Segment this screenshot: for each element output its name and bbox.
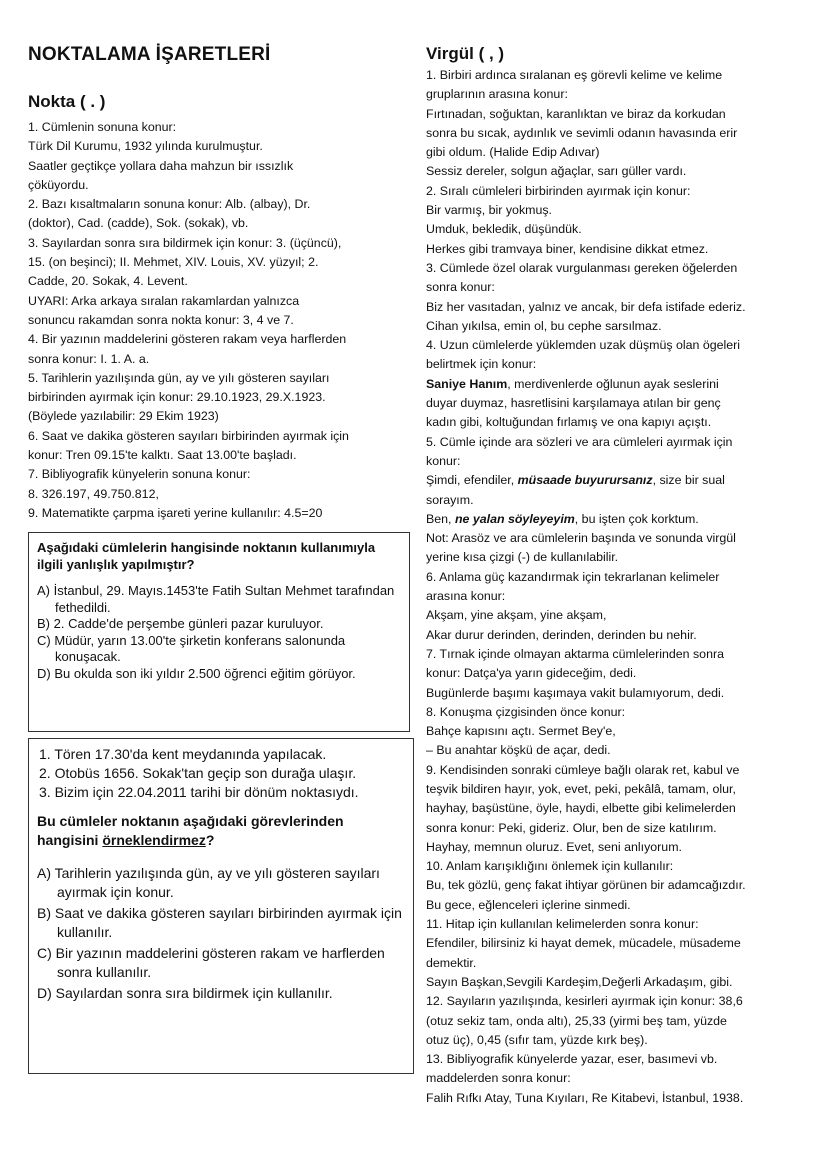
virgul-line: – Bu anahtar köşkü de açar, dedi. <box>426 743 611 758</box>
virgul-line: teşvik bildiren hayır, yok, evet, peki, pekâlâ, tamam, olur, <box>426 781 736 796</box>
virgul-line: sonra konur: Peki, gideriz. Olur, ben de size katılırım. <box>426 820 717 835</box>
quiz2-sentence: 3. Bizim için 22.04.2011 tarihi bir dönüm noktasıydı. <box>39 784 359 800</box>
quiz1-option-c: C) Müdür, yarın 13.00'te şirketin konferans salonunda konuşacak. <box>37 632 346 664</box>
quiz1-option-b: B) 2. Cadde'de perşembe günleri pazar kuruluyor. <box>37 616 324 631</box>
quiz2-option-c: C) Bir yazının maddelerini gösteren rakam ve harflerden sonra kullanılır. <box>37 945 385 980</box>
quiz2-sentence: 1. Tören 17.30'da kent meydanında yapılacak. <box>39 746 327 762</box>
virgul-line: 2. Sıralı cümleleri birbirinden ayırmak için konur: <box>426 183 691 198</box>
virgul-line: 6. Anlama güç kazandırmak için tekrarlanan kelimeler <box>426 569 720 584</box>
nokta-line: çöküyordu. <box>28 177 89 192</box>
quiz2-question-text: Bu cümleler noktanın aşağıdaki görevlerinden hangisini <box>37 813 344 848</box>
virgul-line: 5. Cümle içinde ara sözleri ve ara cümleleri ayırmak için <box>426 434 733 449</box>
quiz2-question-mark: ? <box>205 832 215 848</box>
virgul-line: Sayın Başkan,Sevgili Kardeşim,Değerli Arkadaşım, gibi. <box>426 974 733 989</box>
nokta-line: 9. Matematikte çarpma işareti yerine kullanılır: 4.5=20 <box>28 505 323 520</box>
virgul-heading: Virgül ( , ) <box>426 44 505 63</box>
virgul-line: konur: <box>426 453 461 468</box>
virgul-section <box>426 44 810 1108</box>
nokta-line: 1. Cümlenin sonuna konur: <box>28 120 177 134</box>
nokta-line: sonuncu rakamdan sonra nokta konur: 3, 4 ve 7. <box>28 312 294 327</box>
nokta-line: birbirinden ayırmak için konur: 29.10.1923, 29.X.1923. <box>28 390 326 405</box>
virgul-line: 8. Konuşma çizgisinden önce konur: <box>426 704 626 719</box>
virgul-line: 9. Kendisinden sonraki cümleye bağlı olarak ret, kabul ve <box>426 762 740 777</box>
nokta-line: 5. Tarihlerin yazılışında gün, ay ve yılı gösteren sayıları <box>28 370 330 385</box>
virgul-line: Herkes gibi tramvaya biner, kendisine dikkat etmez. <box>426 241 709 256</box>
nokta-line: 2. Bazı kısaltmaların sonuna konur: Alb. (albay), Dr. <box>28 197 311 212</box>
nokta-line: Saatler geçtikçe yollara daha mahzun bir ıssızlık <box>28 158 294 173</box>
virgul-line: konur: Datça'ya yarın gideceğim, dedi. <box>426 666 637 681</box>
virgul-line: belirtmek için konur: <box>426 357 537 372</box>
virgul-line: gruplarının arasına konur: <box>426 87 568 102</box>
virgul-lines <box>426 66 810 1108</box>
virgul-line: gibi oldum. (Halide Edip Adıvar) <box>426 145 600 160</box>
page-title: NOKTALAMA İŞARETLERİ <box>28 44 271 65</box>
virgul-line: 10. Anlam karışıklığını önlemek için kullanılır: <box>426 859 674 874</box>
nokta-line: 3. Sayılardan sonra sıra bildirmek için konur: 3. (üçüncü), <box>28 235 342 250</box>
virgul-line: Bir varmış, bir yokmuş. <box>426 203 552 218</box>
nokta-line: UYARI: Arka arkaya sıralan rakamlardan yalnızca <box>28 293 300 308</box>
ben-pre: Ben, <box>426 511 455 526</box>
quiz-box-1 <box>28 532 410 732</box>
nokta-line: 15. (on beşinci); II. Mehmet, XIV. Louis, XV. yüzyıl; 2. <box>28 255 319 270</box>
simdi-pre: Şimdi, efendiler, <box>426 473 518 488</box>
virgul-line: Fırtınadan, soğuktan, karanlıktan ve biraz da korkudan <box>426 106 726 121</box>
virgul-line: hayhay, başüstüne, öyle, haydi, elbette gibi kelimelerden <box>426 801 736 816</box>
virgul-line: Hayhay, memnun oluruz. Evet, seni anlıyorum. <box>426 839 682 854</box>
virgul-line: Cihan yıkılsa, emin ol, bu cephe sarsılmaz. <box>426 318 662 333</box>
quiz1-question: Aşağıdaki cümlelerin hangisinde noktanın kullanımıyla ilgili yanlışlık yapılmıştır? <box>37 540 376 572</box>
nokta-line: sonra konur: I. 1. A. a. <box>28 351 150 366</box>
virgul-line-saniye <box>426 375 810 394</box>
virgul-line: Akar durur derinden, derinden, derinden bu nehir. <box>426 627 697 642</box>
virgul-line: Not: Arasöz ve ara cümlelerin başında ve sonunda virgül <box>426 531 736 546</box>
virgul-line: sorayım. <box>426 492 474 507</box>
virgul-line: otuz üç), 0,45 (sıfır tam, yüzde kırk beş). <box>426 1032 648 1047</box>
nokta-line: Cadde, 20. Sokak, 4. Levent. <box>28 274 188 289</box>
virgul-line-ben <box>426 510 810 529</box>
nokta-line: (Böylede yazılabilir: 29 Ekim 1923) <box>28 409 219 424</box>
nokta-line: (doktor), Cad. (cadde), Sok. (sokak), vb. <box>28 216 249 231</box>
quiz1-option-d: D) Bu okulda son iki yıldır 2.500 öğrenci eğitim görüyor. <box>37 665 356 681</box>
virgul-line: (otuz sekiz tam, onda altı), 25,33 (yirmi beş tam, yüzde <box>426 1013 727 1028</box>
virgul-line: 3. Cümlede özel olarak vurgulanması gereken öğelerden <box>426 260 738 275</box>
quiz2-option-a: A) Tarihlerin yazılışında gün, ay ve yılı gösteren sayıları ayırmak için konur. <box>37 865 380 900</box>
nokta-line: 7. Bibliyografik künyelerin sonuna konur: <box>28 467 251 482</box>
ben-post: , bu işten çok korktum. <box>574 511 699 526</box>
quiz1-option-a: A) İstanbul, 29. Mayıs.1453'te Fatih Sultan Mehmet tarafından fethedildi. <box>37 583 395 615</box>
nokta-line: 6. Saat ve dakika gösteren sayıları birbirinden ayırmak için <box>28 428 349 443</box>
nokta-lines <box>28 118 406 523</box>
nokta-section <box>28 92 406 523</box>
virgul-line: Umduk, bekledik, düşündük. <box>426 222 582 237</box>
virgul-line: Bu gece, eğlenceleri içlerine sinmedi. <box>426 897 631 912</box>
virgul-line: Bu, tek gözlü, genç fakat ihtiyar görünen bir adamcağızdır. <box>426 878 746 893</box>
quiz-box-2 <box>28 738 414 1074</box>
saniye-bold: Saniye Hanım <box>426 376 508 391</box>
virgul-line: 7. Tırnak içinde olmayan aktarma cümlelerinden sonra <box>426 646 724 661</box>
nokta-line: 4. Bir yazının maddelerini gösteren rakam veya harflerden <box>28 332 347 347</box>
virgul-line: Falih Rıfkı Atay, Tuna Kıyıları, Re Kitabevi, İstanbul, 1938. <box>426 1090 744 1105</box>
simdi-post: , size bir sual <box>652 473 725 488</box>
virgul-line: kadın gibi, koltuğundan fırlamış ve ona kapıyı açıştı. <box>426 415 712 430</box>
virgul-line: maddelerden sonra konur: <box>426 1071 571 1086</box>
nokta-line: Türk Dil Kurumu, 1932 yılında kurulmuştur. <box>28 139 263 154</box>
virgul-line: 4. Uzun cümlelerde yüklemden uzak düşmüş olan ögeleri <box>426 338 741 353</box>
virgul-line: Akşam, yine akşam, yine akşam, <box>426 608 607 623</box>
virgul-line: Biz her vasıtadan, yalnız ve ancak, bir defa istifade ederiz. <box>426 299 746 314</box>
virgul-line: 1. Birbiri ardınca sıralanan eş görevli kelime ve kelime <box>426 68 723 82</box>
virgul-line: sonra bu sıcak, aydınlık ve sevimli odanın havasında erir <box>426 125 738 140</box>
simdi-emphasis: müsaade buyurursanız <box>517 473 653 488</box>
saniye-rest: , merdivenlerde oğlunun ayak seslerini <box>507 376 719 391</box>
virgul-line: demektir. <box>426 955 477 970</box>
virgul-line: 13. Bibliyografik künyelerde yazar, eser, basımevi vb. <box>426 1052 718 1067</box>
ben-emphasis: ne yalan söyleyeyim <box>454 511 575 526</box>
virgul-line: Bugünlerde başımı kaşımaya vakit bulamıyorum, dedi. <box>426 685 725 700</box>
virgul-line: Bahçe kapısını açtı. Sermet Bey'e, <box>426 724 616 739</box>
virgul-line: Sessiz dereler, solgun ağaçlar, sarı güller vardı. <box>426 164 687 179</box>
quiz2-sentence: 2. Otobüs 1656. Sokak'tan geçip son durağa ulaşır. <box>39 765 357 781</box>
virgul-line: sonra konur: <box>426 280 495 295</box>
virgul-line: 11. Hitap için kullanılan kelimelerden sonra konur: <box>426 917 699 932</box>
virgul-line: duyar duymaz, hasretlisini karşılamaya atılan bir genç <box>426 396 721 411</box>
quiz2-question-underlined: örneklendirmez <box>102 832 206 848</box>
virgul-line: 12. Sayıların yazılışında, kesirleri ayırmak için konur: 38,6 <box>426 994 743 1009</box>
nokta-line: konur: Tren 09.15'te kalktı. Saat 13.00'te başladı. <box>28 448 297 463</box>
nokta-line: 8. 326.197, 49.750.812, <box>28 486 159 501</box>
quiz2-option-b: B) Saat ve dakika gösteren sayıları birbirinden ayırmak için kullanılır. <box>37 905 402 940</box>
virgul-line-simdi <box>426 471 810 490</box>
nokta-heading: Nokta ( . ) <box>28 92 106 111</box>
quiz2-question <box>37 812 405 850</box>
quiz2-option-d: D) Sayılardan sonra sıra bildirmek için kullanılır. <box>37 985 333 1001</box>
virgul-line: yerine kısa çizgi (-) de kullanılabilir. <box>426 550 619 565</box>
virgul-line: Efendiler, bilirsiniz ki hayat demek, mücadele, müsademe <box>426 936 741 951</box>
virgul-line: arasına konur: <box>426 589 506 604</box>
